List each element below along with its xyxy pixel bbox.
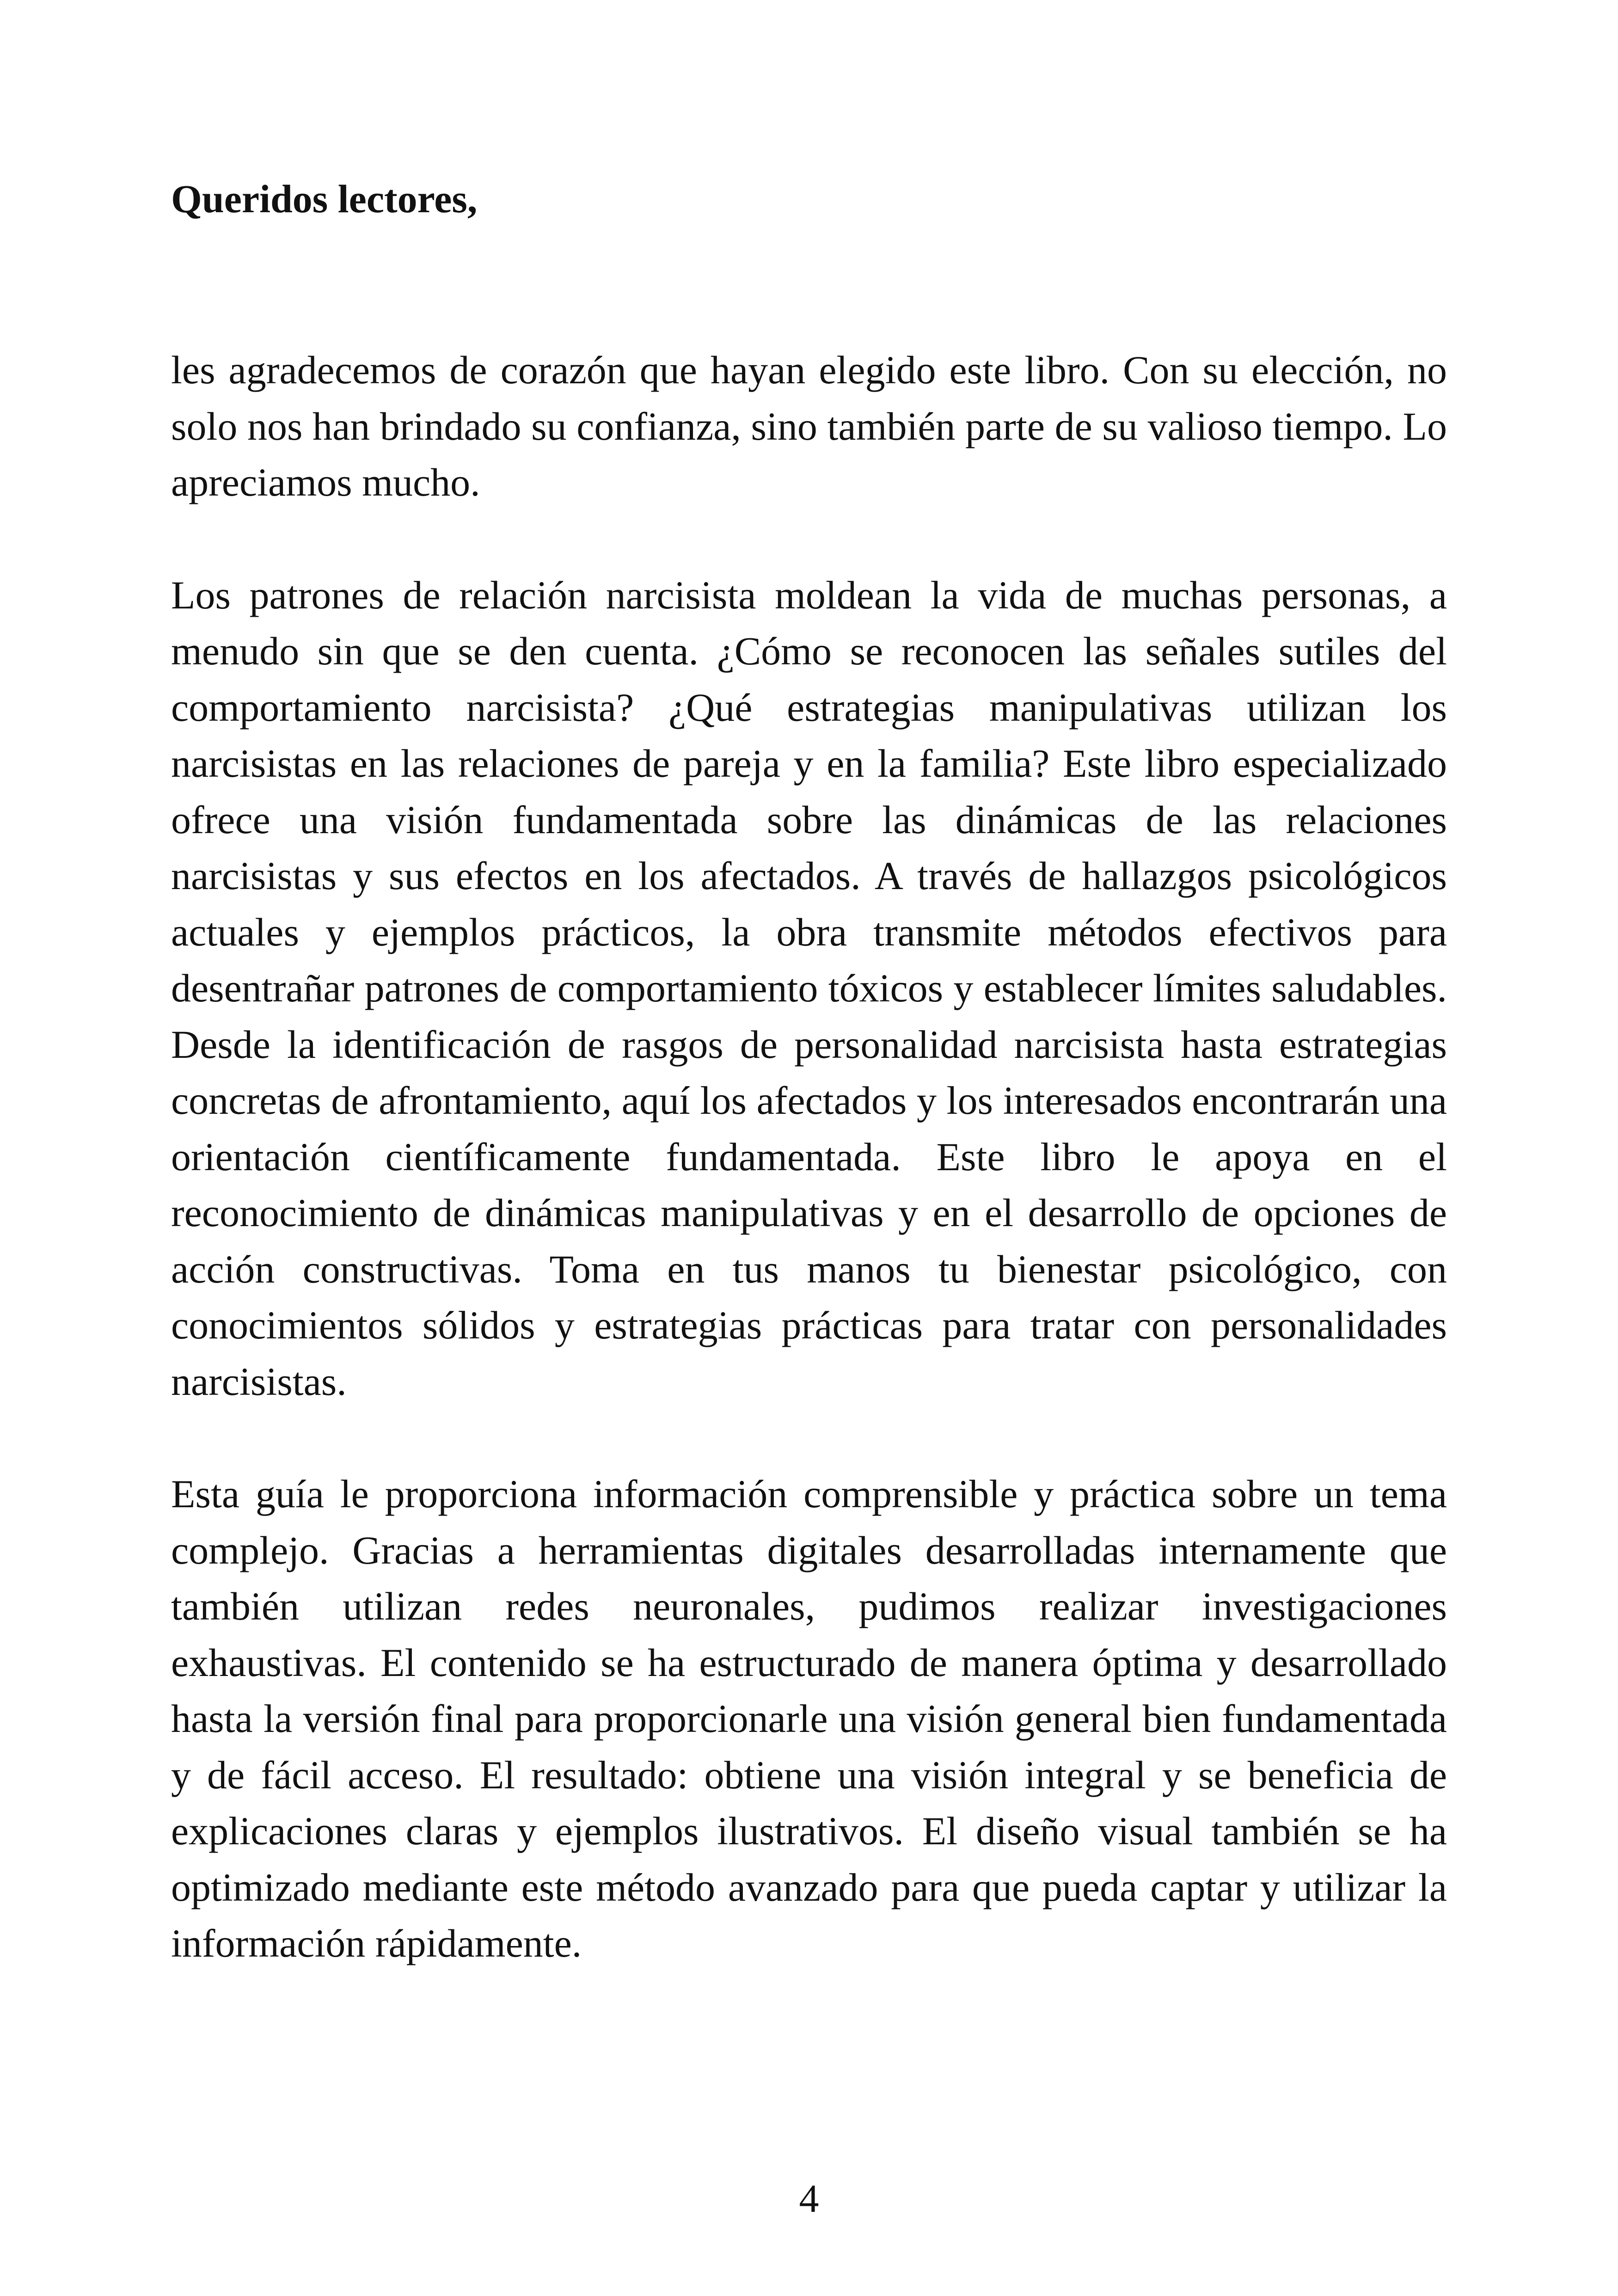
greeting-heading: Queridos lectores,	[171, 177, 478, 221]
body-text	[171, 342, 1447, 1972]
paragraph-narcissism-overview: Los patrones de relación narcisista moldean la vida de muchas personas, a menudo sin que se den cuenta. ¿Cómo se reconocen las señales sutiles del comportamiento narcisista? ¿Qué estrategias manipulativas utilizan los narcisistas en las relaciones de pareja y en la familia? Este libro especializado ofrece una visión fundamentada sobre las dinámicas de las relaciones narcisistas y sus efectos en los afectados. A través de hallazgos psicológicos actuales y ejemplos prácticos, la obra transmite métodos efectivos para desentrañar patrones de comportamiento tóxicos y establecer límites saludables. Desde la identificación de rasgos de personalidad narcisista hasta estrategias concretas de afrontamiento, aquí los afectados y los interesados encontrarán una orientación científicamente fundamentada. Este libro le apoya en el reconocimiento de dinámicas manipulativas y en el desarrollo de opciones de acción constructivas. Toma en tus manos tu bienestar psicológico, con conocimientos sólidos y estrategias prácticas para tratar con personalidades narcisistas.	[171, 572, 1447, 1404]
paragraph-guide-method: Esta guía le proporciona información comprensible y práctica sobre un tema complejo. Gracias a herramientas digitales desarrolladas internamente que también utilizan redes neuronales, pudimos realizar investigaciones exhaustivas. El contenido se ha estructurado de manera óptima y desarrollado hasta la versión final para proporcionarle una visión general bien fundamentada y de fácil acceso. El resultado: obtiene una visión integral y se beneficia de explicaciones claras y ejemplos ilustrativos. El diseño visual también se ha optimizado mediante este método avanzado para que pueda captar y utilizar la información rápidamente.	[171, 1472, 1447, 1965]
page-number: 4	[799, 2176, 819, 2221]
paragraph-thanks: les agradecemos de corazón que hayan elegido este libro. Con su elección, no solo nos han brindado su confianza, sino también parte de su valioso tiempo. Lo apreciamos mucho.	[171, 348, 1447, 504]
